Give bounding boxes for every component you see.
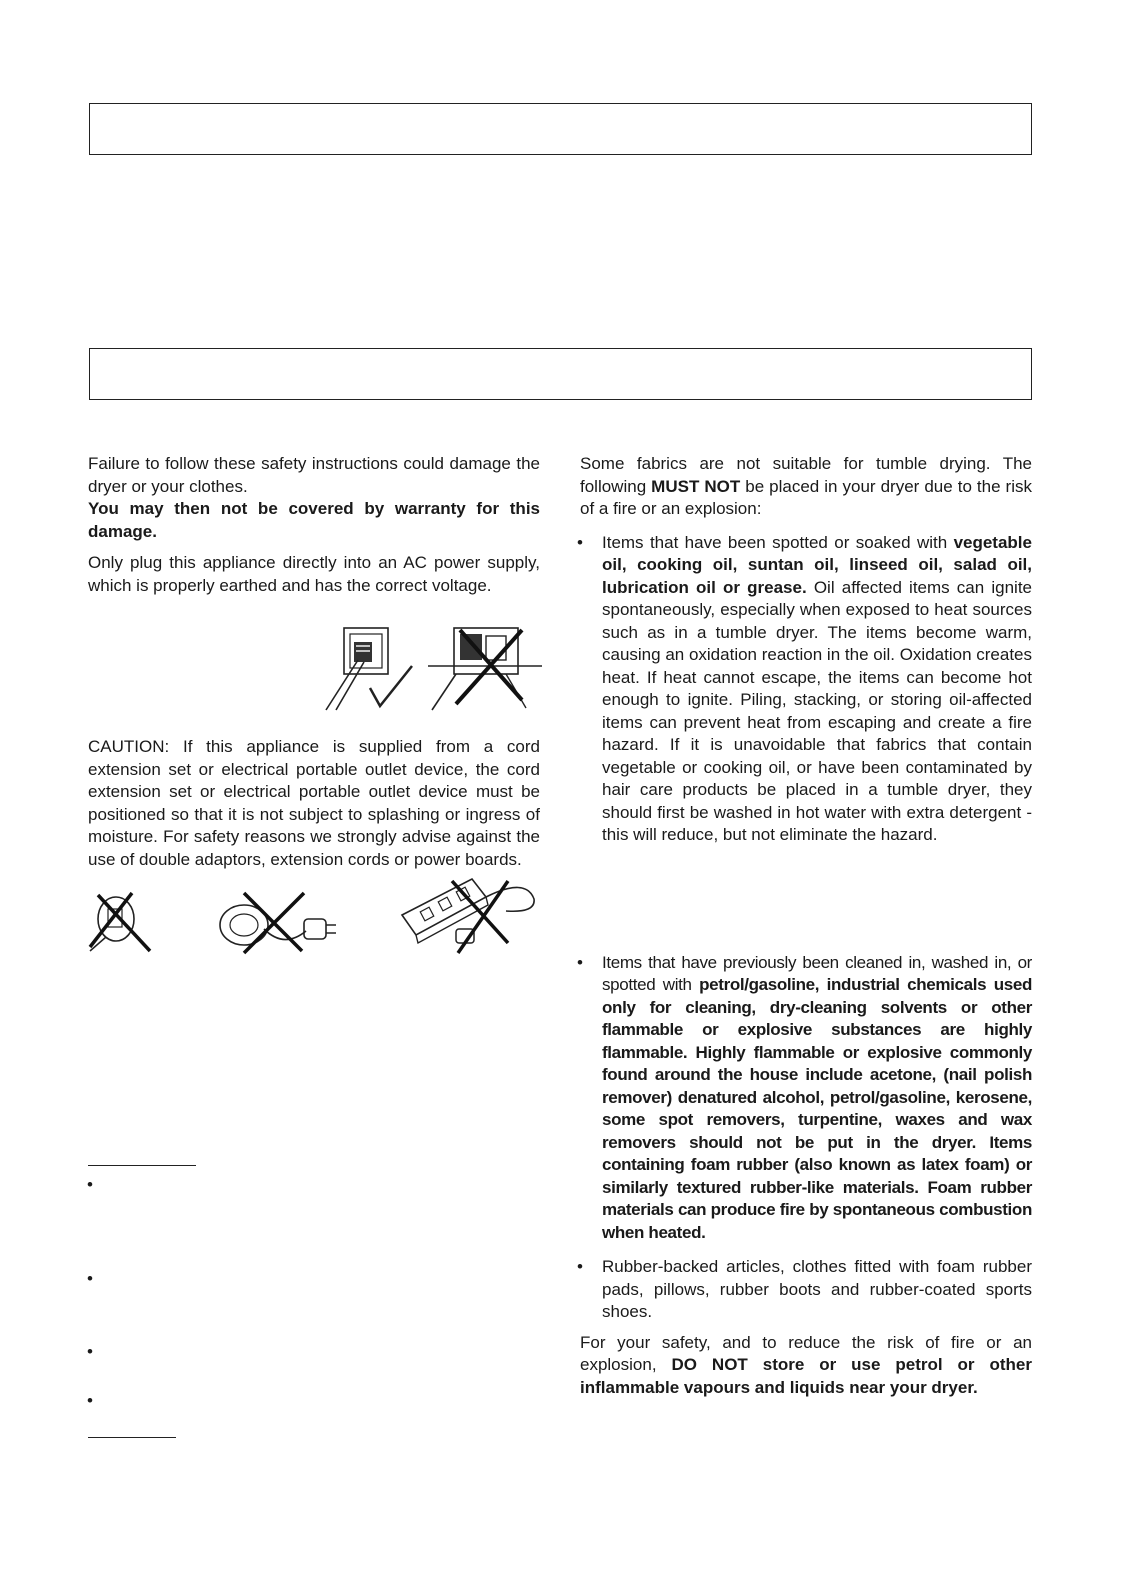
flammable-items-bullet: • Items that have previously been cleaned in, washed in, or spotted with petrol/gasoline, industrial chemicals used only for cleaning, dry-cleaning solvents or other flammable or explosive substances are highly flammable. Highly flammable or explosive commonly found around the house include acetone, (nail polish remover) denatured alcohol, petrol/gasoline, kerosene, some spot removers, turpentine, waxes and wax removers should not be put in the dryer. Items containing foam rubber (also known as latex foam) or similarly textured rubber-like materials. Foam rubber materials can produce fire by spontaneous combustion when heated. [580, 952, 1032, 1245]
section-rule-1 [88, 1165, 196, 1166]
bullet-dot: • [87, 1391, 93, 1410]
oil-items-bullet: • Items that have been spotted or soaked with vegetable oil, cooking oil, suntan oil, linseed oil, salad oil, lubrication oil or grease. Oil affected items can ignite spontaneously, especially when exposed to heat sources such as in a tumble dryer. The items become warm, causing an oxidation reaction in the oil. Oxidation creates heat. If heat cannot escape, the items can become hot enough to ignite. Piling, stacking, or storing oil-affected items can prevent heat from escaping and create a fire hazard. If it is unavoidable that fabrics that contain vegetable or cooking oil, or have been contaminated by hair care products be placed in a tumble dryer, they should first be washed in hot water with extra detergent - this will reduce, but not eliminate the hazard. [580, 532, 1032, 847]
double-adaptor-crossed-illustration [426, 624, 544, 714]
extension-cord-crossed-illustration [214, 889, 338, 955]
fabrics-intro: Some fabrics are not suitable for tumble drying. The following MUST NOT be placed in your dryer due to the risk of a fire or an explosion: [580, 454, 1032, 518]
section-rule-2 [88, 1437, 176, 1438]
caution-paragraph: CAUTION: If this appliance is supplied from a cord extension set or electrical portable outlet device, the cord extension set or electrical portable outlet device must be positioned so that it is not subject to splashing or ingress of moisture. For safety reasons we strongly advise against the use of double adaptors, extension cords or power boards. [88, 737, 540, 869]
right-column [580, 453, 1032, 1399]
power-supply-paragraph: Only plug this appliance directly into an AC power supply, which is properly earthed and has the correct voltage. [88, 553, 540, 595]
header-box-1 [89, 103, 1032, 155]
rubber-items-bullet: • Rubber-backed articles, clothes fitted with foam rubber pads, pillows, rubber boots and rubber-coated sports shoes. [580, 1256, 1032, 1324]
bullet-dot: • [87, 1269, 93, 1288]
bullet-dot: • [87, 1342, 93, 1361]
adaptor-plug-crossed-illustration [86, 889, 156, 955]
bullet-dot: • [87, 1175, 93, 1194]
wall-socket-ok-illustration [322, 624, 414, 714]
warranty-paragraph: Failure to follow these safety instructions could damage the dryer or your clothes. You may then not be covered by warranty for this damage. [88, 454, 540, 541]
header-box-2 [89, 348, 1032, 400]
power-board-crossed-illustration [396, 873, 538, 957]
safety-outro: For your safety, and to reduce the risk of fire or an explosion, DO NOT store or use petrol or other inflammable vapours and liquids near your dryer. [580, 1332, 1032, 1397]
